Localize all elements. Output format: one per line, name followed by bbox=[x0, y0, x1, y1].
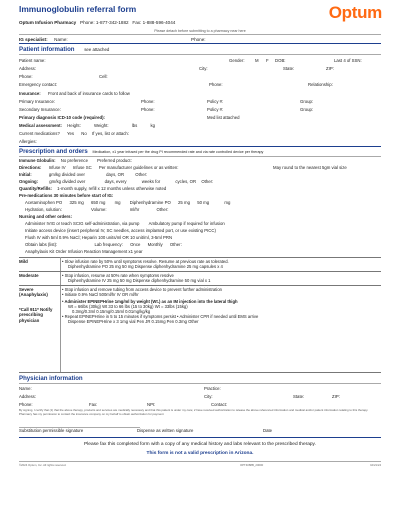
secondary-phone-field[interactable]: Phone: bbox=[141, 107, 155, 112]
height-field[interactable]: Height: bbox=[67, 123, 81, 128]
dispense-as-written-signature-field[interactable]: Dispense as written signature bbox=[137, 428, 194, 433]
hydration-other-field[interactable]: Other: bbox=[156, 207, 169, 212]
relationship-field[interactable]: Relationship: bbox=[308, 82, 333, 87]
current-meds-row bbox=[19, 131, 381, 136]
acet-325-option[interactable]: 325 mg bbox=[69, 200, 84, 205]
emergency-phone-field[interactable]: Phone: bbox=[209, 82, 223, 87]
epi-line-2[interactable]: Wt = 66lbs (30kg) Wt 33 to 66 lbs (15 to 30kg) Wt = 33lbs (15kg) bbox=[68, 304, 188, 310]
reaction-divider bbox=[19, 285, 381, 286]
copyright: ©2024 Optum, Inc. All rights reserved. bbox=[19, 463, 67, 467]
epi-line-3[interactable]: 0.3mg/0.3ml 0.15mg/0.15ml 0.01mg/kg/kg bbox=[72, 309, 151, 315]
see-attached[interactable]: see attached bbox=[84, 47, 110, 52]
ongoing-weeks-field[interactable]: weeks for bbox=[141, 179, 161, 184]
gender-label: Gender: bbox=[229, 58, 245, 63]
nursing-heading: Nursing and other orders: bbox=[19, 214, 72, 219]
initial-other-field[interactable]: Other: bbox=[135, 172, 148, 177]
address-field[interactable]: Address: bbox=[19, 66, 36, 71]
diagnosis-field[interactable]: Primary diagnosis ICD-10 code (required): bbox=[19, 115, 105, 120]
pharmacy-fax: Fax: 1-888-596-4044 bbox=[132, 20, 176, 25]
epi-line-4: • Repeat EPINEPHrine in 5 to 15 minutes if symptoms persist • Administer CPR if needed until EMS arrive bbox=[62, 314, 259, 320]
physician-zip-field[interactable]: ZIP: bbox=[332, 394, 340, 399]
form-date: 10/21/24 bbox=[370, 463, 381, 467]
current-meds-label: Current medications? bbox=[19, 131, 60, 136]
insurance-cards-option[interactable]: Front and back of insurance cards to follow bbox=[47, 91, 130, 96]
form-title: Immunoglobulin referral form bbox=[19, 4, 137, 14]
ig-label: Immune Globulin: bbox=[19, 158, 56, 163]
divider bbox=[19, 383, 381, 384]
prescription-subtitle: Medication, x1 year infused per the drug PI recommended rate and via rate controlled device per therapy bbox=[92, 150, 264, 154]
pharmacy-phone: Phone: 1-877-342-1882 bbox=[80, 20, 129, 25]
mild-line-1: • Slow infusion rate by 50% until symptoms resolve. Resume at previous rate as tolerated. bbox=[62, 259, 229, 264]
hydration-option[interactable]: Hydration, solution: bbox=[25, 207, 62, 212]
moderate-label: Moderate bbox=[19, 273, 39, 278]
gender-m[interactable]: M bbox=[255, 58, 259, 63]
primary-phone-field[interactable]: Phone: bbox=[141, 99, 155, 104]
lab-once-option[interactable]: Once bbox=[130, 242, 141, 247]
severe-instructions bbox=[62, 287, 381, 297]
directions-row bbox=[19, 165, 381, 170]
quantity-label: Quantity/Refills: bbox=[19, 186, 52, 191]
ongoing-other-field[interactable]: Other: bbox=[201, 179, 214, 184]
ig-specialist-phone-label[interactable]: Phone: bbox=[191, 37, 206, 42]
secondary-policy-field[interactable]: Policy #: bbox=[207, 107, 224, 112]
meds-no-option[interactable]: No bbox=[81, 131, 87, 136]
medical-assessment-label: Medical assessment: bbox=[19, 123, 62, 128]
preferred-product-field[interactable]: Preferred product: bbox=[97, 158, 132, 163]
initial-dose-field[interactable]: gm/kg divided over bbox=[48, 172, 85, 177]
lab-frequency-label: Lab frequency: bbox=[94, 242, 123, 247]
primary-insurance-field[interactable]: Primary Insurance: bbox=[19, 99, 56, 104]
emergency-row bbox=[19, 82, 381, 87]
nursing-item-4 bbox=[19, 242, 381, 247]
administer-ivig-option[interactable]: Administer IVIG or teach SCIG self-administration, via pump bbox=[25, 221, 140, 226]
hydration-row bbox=[19, 207, 381, 212]
secondary-insurance-row bbox=[19, 107, 381, 112]
diph-other-field[interactable]: mg bbox=[224, 200, 231, 205]
divider bbox=[19, 146, 381, 147]
lab-other-field[interactable]: Other: bbox=[169, 242, 182, 247]
physician-state-field[interactable]: State: bbox=[293, 394, 305, 399]
lbs-option[interactable]: lbs bbox=[131, 123, 138, 128]
reaction-divider bbox=[19, 271, 381, 272]
diagnosis-row bbox=[19, 115, 381, 120]
physician-name-field[interactable]: Name: bbox=[19, 386, 32, 391]
physician-section-title: Physician information bbox=[19, 375, 83, 382]
epi-line-5[interactable]: Dispense EPINEPHrine x 3 1mg vial Pen JR 0.15mg Pen 0.3mg Other bbox=[68, 319, 199, 325]
quantity-row bbox=[19, 186, 381, 191]
allergies-field[interactable]: Allergies: bbox=[19, 139, 37, 144]
state-field[interactable]: State: bbox=[283, 66, 295, 71]
arizona-disclaimer: This form is not a valid prescription in Arizona. bbox=[146, 451, 254, 456]
physician-name-row bbox=[19, 386, 381, 391]
gender-f[interactable]: F bbox=[266, 58, 269, 63]
patient-name-field[interactable]: Patient name: bbox=[19, 58, 46, 63]
zip-field[interactable]: ZIP: bbox=[326, 66, 334, 71]
phone-field[interactable]: Phone: bbox=[19, 74, 33, 79]
initial-days-field[interactable]: days, OR bbox=[106, 172, 125, 177]
initial-label: Initial: bbox=[19, 172, 32, 177]
acet-other-field[interactable]: mg bbox=[114, 200, 121, 205]
divider bbox=[19, 437, 381, 438]
divider bbox=[19, 43, 381, 44]
quantity-text[interactable]: 1-month supply, refill x 12 months unless otherwise noted bbox=[57, 186, 167, 191]
acet-650-option[interactable]: 650 mg bbox=[91, 200, 106, 205]
obtain-labs-field[interactable]: Obtain labs (list): bbox=[25, 242, 58, 247]
infuse-sc-option[interactable]: Infuse SC bbox=[72, 165, 92, 170]
ongoing-dose-field[interactable]: gm/kg divided over bbox=[49, 179, 86, 184]
reaction-table-divider bbox=[60, 257, 61, 372]
kg-option[interactable]: kg bbox=[150, 123, 155, 128]
substitution-signature-field[interactable]: Substitution permissible signature bbox=[19, 428, 84, 433]
acetaminophen-option[interactable]: Acetaminophen PO bbox=[25, 200, 63, 205]
ig-specialist-row bbox=[19, 37, 381, 42]
cell-field[interactable]: Cell: bbox=[99, 74, 108, 79]
mild-label: Mild bbox=[19, 259, 28, 264]
physician-city-field[interactable]: City: bbox=[204, 394, 213, 399]
patient-address-row bbox=[19, 66, 381, 71]
reaction-table-bottom bbox=[19, 372, 381, 373]
dob-field[interactable]: DOB: bbox=[275, 58, 286, 63]
signature-row bbox=[19, 428, 381, 433]
prescription-section-title bbox=[19, 148, 381, 155]
nursing-item-5[interactable]: Anaphylaxis Kit Order Infusion Reaction Management x1 year bbox=[25, 249, 143, 254]
patient-title-text: Patient information bbox=[19, 46, 75, 53]
insurance-row bbox=[19, 91, 381, 96]
epi-line-1: • Administer EPINEPHrine 1mg/ml by weight (Wt.) as an IM injection into the lateral thigh bbox=[62, 299, 238, 304]
nursing-item-2[interactable]: Initiate access device (insert peripheral IV, SC needles, access implanted port, or use existing PICC) bbox=[25, 228, 216, 233]
no-preference-option[interactable]: No preference bbox=[60, 158, 88, 163]
patient-phone-row bbox=[19, 74, 381, 79]
ig-specialist-label: IG specialist: bbox=[19, 37, 48, 42]
initial-row bbox=[19, 172, 381, 177]
physician-fax-field[interactable]: Fax: bbox=[89, 402, 98, 407]
per-manufacturer-option[interactable]: Per manufacturer guidelines or as written: bbox=[98, 165, 179, 170]
meds-yes-option[interactable]: Yes bbox=[67, 131, 75, 136]
ongoing-row bbox=[19, 179, 381, 184]
severe-line-1: • Stop infusion and remove tubing from access device to prevent further administration bbox=[62, 287, 222, 292]
medical-assessment-row bbox=[19, 123, 381, 128]
mild-line-2[interactable]: Diphenhydramine PO 25 mg 50 mg Dispense diphenhydramine 25 mg capsules x 4 bbox=[68, 264, 223, 270]
ig-row bbox=[19, 158, 381, 163]
divider bbox=[19, 54, 381, 55]
npi-field[interactable]: NPI: bbox=[147, 402, 156, 407]
moderate-line-1: • Stop infusion, resume at 50% rate when symptoms resolve bbox=[62, 273, 174, 278]
severe-label: Severe (Anaphylaxis) bbox=[19, 287, 48, 298]
city-field[interactable]: City: bbox=[199, 66, 208, 71]
rate-field[interactable]: ml/hr bbox=[129, 207, 140, 212]
divider bbox=[19, 156, 381, 157]
moderate-line-2[interactable]: Diphenhydramine IV 25 mg 50 mg Dispense diphenhydramine 50 mg vial x 1 bbox=[68, 278, 211, 284]
directions-label: Directions: bbox=[19, 165, 42, 170]
physician-address-row bbox=[19, 394, 381, 399]
detach-note: Please detach before submitting to a pharmacy near here bbox=[154, 29, 246, 33]
physician-phone-row bbox=[19, 402, 381, 407]
signature-date-field[interactable]: Date bbox=[263, 428, 273, 433]
form-code: OPT4088B_20000 bbox=[240, 463, 264, 467]
divider bbox=[19, 34, 381, 35]
emergency-contact-field[interactable]: Emergency contact: bbox=[19, 82, 57, 87]
contact-field[interactable]: Contact: bbox=[211, 402, 228, 407]
ig-specialist-name-label[interactable]: Name: bbox=[54, 37, 68, 42]
lab-monthly-option[interactable]: Monthly bbox=[147, 242, 163, 247]
moderate-instructions bbox=[62, 273, 381, 283]
pharmacy-name: Optum Infusion Pharmacy bbox=[19, 20, 77, 25]
patient-section-title bbox=[19, 46, 109, 53]
primary-group-field[interactable]: Group: bbox=[300, 99, 314, 104]
premed-row bbox=[19, 200, 381, 205]
ongoing-cycles-field[interactable]: cycles, OR bbox=[175, 179, 197, 184]
diph-25-option[interactable]: 25 mg bbox=[178, 200, 190, 205]
practice-field[interactable]: Practice: bbox=[204, 386, 221, 391]
nursing-item-3[interactable]: Flush IV with 5ml 0.9% NaCl; Heparin 100 units/ml OR 10 unit/ml, 3-5ml PRN bbox=[25, 235, 173, 240]
volume-field[interactable]: Volume: bbox=[91, 207, 107, 212]
ongoing-label: Ongoing: bbox=[19, 179, 39, 184]
severe-line-2[interactable]: • Initiate 0.9% NaCl 500ml/hr IV OR ml/hr bbox=[62, 292, 139, 298]
allergies-row bbox=[19, 139, 381, 144]
divider bbox=[19, 461, 381, 462]
epinephrine-instructions bbox=[62, 299, 381, 324]
physician-phone-field[interactable]: Phone: bbox=[19, 402, 33, 407]
med-list-attached-option[interactable]: Med list attached bbox=[207, 115, 240, 120]
pharmacy-contact bbox=[19, 20, 175, 25]
secondary-insurance-field[interactable]: Secondary Insurance: bbox=[19, 107, 61, 112]
ssn-field[interactable]: Last 4 of SSN: bbox=[334, 58, 362, 63]
weight-field[interactable]: Weight: bbox=[94, 123, 109, 128]
nursing-item-1 bbox=[19, 221, 381, 226]
fax-instructions: Please fax this completed form with a copy of any medical history and labs relevant to the prescribed therapy. bbox=[84, 442, 316, 447]
physician-address-field[interactable]: Address: bbox=[19, 394, 36, 399]
diph-50-option[interactable]: 50 mg bbox=[197, 200, 210, 205]
primary-policy-field[interactable]: Policy #: bbox=[207, 99, 224, 104]
optum-logo: Optum bbox=[328, 3, 382, 22]
mild-instructions bbox=[62, 259, 381, 269]
certification-text: By signing, I certify that (1) that the above therapy, products and services are medically necessary and that this patient is under my care; 2 have received authorization to release the above referenced information and medical and/or patient information relating to this therapy. Pharmacy has my permission to contact the insurance company on my behalf to obtain authorization for payment bbox=[19, 408, 369, 416]
meds-list-field[interactable]: If yes, list or attach: bbox=[91, 131, 129, 136]
diphenhydramine-po-option[interactable]: Diphenhydramine PO bbox=[129, 200, 171, 205]
call-911-label: *Call 911* Notify prescribing physician bbox=[19, 307, 53, 323]
prescription-title-text: Prescription and orders bbox=[19, 148, 88, 155]
insurance-label: Insurance: bbox=[19, 91, 41, 96]
premed-heading: Pre-medications 30 minutes before start of IG: bbox=[19, 193, 114, 198]
secondary-group-field[interactable]: Group: bbox=[300, 107, 314, 112]
infuse-iv-option[interactable]: Infuse IV bbox=[48, 165, 66, 170]
patient-name-row bbox=[19, 58, 381, 63]
ambulatory-pump-option[interactable]: Ambulatory pump if required for infusion bbox=[148, 221, 225, 226]
may-round-option[interactable]: May round to the nearest 5gm vial size bbox=[273, 165, 347, 170]
ongoing-days-field[interactable]: days, every bbox=[104, 179, 127, 184]
reaction-table-top bbox=[19, 257, 381, 258]
primary-insurance-row bbox=[19, 99, 381, 104]
